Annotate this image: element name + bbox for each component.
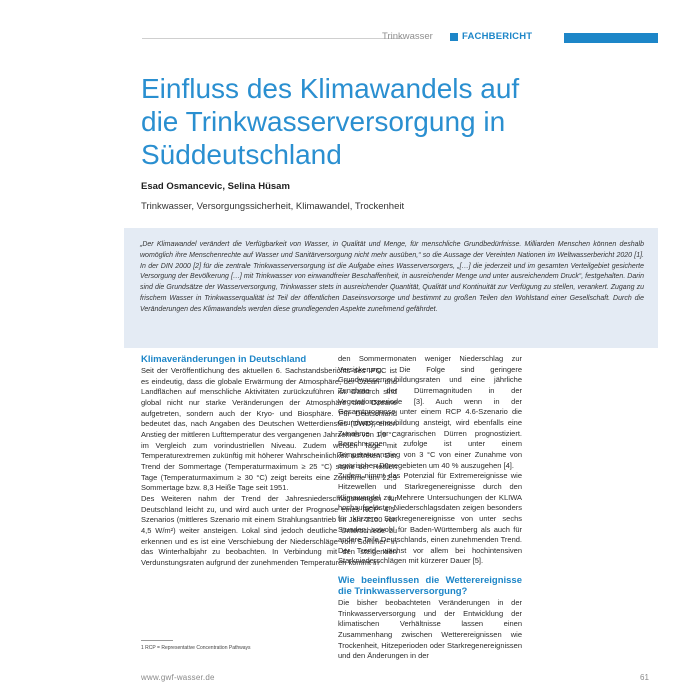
- header-label: FACHBERICHT: [462, 31, 533, 42]
- footnote-rule: [141, 640, 173, 641]
- section-heading-weather: Wie beeinflussen die Wetterereignisse die Trinkwasserversorgung?: [338, 575, 522, 598]
- abstract-box: [124, 228, 658, 348]
- title-line-2: die Trinkwasserversorgung in: [141, 106, 506, 137]
- title-line-3: Süddeutschland: [141, 139, 342, 170]
- section-heading-climate: Klimaveränderungen in Deutschland: [141, 354, 307, 365]
- paragraph: den Sommermonaten weniger Niederschlag zur Versickerung. Die Folge sind geringere Grundwasserneubildungsraten und eine jährliche Zunahme der Dürremagnituden in der Vegetationsperiode [3]. Auch wenn in der Gesamtprognose unter einem RCP 4.6-Szenario die Grundwasserneubildung ansteigt, wird ebenfalls eine Zunahme der agrarischen Dürren prognostiziert. Berechnungen zufolge ist unter einem Temperaturanstieg von 3 °C von einer Zunahme von agrarischen Dürregebieten um 40 % auszugehen [4].: [338, 354, 522, 470]
- column-right: [338, 354, 522, 662]
- keywords: Trinkwasser, Versorgungssicherheit, Klimawandel, Trockenheit: [141, 201, 405, 212]
- paragraph: Zudem nimmt das Potenzial für Extremereignisse wie Hitzewellen und Starkregenereignisse durch den Klimawandel zu. Mehrere Untersuchungen der KLIWA hochaufgelöster Niederschlagsdaten zeigen besonders für kürzere Starkregenereignisse von unter sechs Stunden, sowohl für Baden-Württemberg als auch für andere Teile Deutschlands, einen zunehmenden Trend. Der Trend wächst vor allem bei hochintensiven Starkniederschlägen mit kürzerer Dauer [5].: [338, 471, 522, 566]
- header-rule: [142, 38, 404, 39]
- paragraph: Seit der Veröffentlichung des aktuellen 6. Sachstandsberichts des IPCC ist es eindeutig, dass die globale Erwärmung der Atmosphäre, der Ozean- und Landflächen auf menschliche Aktivitäten zurückzuführen ist. Dadurch sind global nicht nur starke Veränderungen der Atmosphäre und Ozeane aufgetreten, sondern auch der Kryo- und Biosphäre. Für Deutschland bedeutet das, nach Angaben des Deutschen Wetterdienstes (DWD), einen Anstieg der mittleren Lufttemperatur des vergangenen Jahrzehnts von 1,9 °C im Vergleich zum vorindustriellen Niveau. Zudem werden Tage mit Temperaturextremen zukünftig mit höherer Wahrscheinlichkeit auftreten. Der Trend der Sommertage (Temperaturmaximum ≥ 25 °C) sowie der Heißen Tage (Temperaturmaximum ≥ 30 °C) zeigt bereits eine Zunahme um 22,9 Sommertage bzw. 8,3 Heiße Tage seit 1951.: [141, 366, 397, 493]
- paragraph: Die bisher beobachteten Veränderungen in der Trinkwasserversorgung und der Entwicklung der klimatischen Verhältnisse lassen einen Zusammenhang zwischen Wetterereignissen wie Trockenheit, Hitzeperioden oder Starkregenereignissen und den Änderungen in der: [338, 598, 522, 661]
- page-header: [0, 31, 700, 45]
- header-square-marker: [450, 33, 458, 41]
- header-topic: Trinkwasser: [382, 31, 433, 42]
- page-number: 61: [640, 673, 649, 682]
- header-accent-bar: [564, 33, 658, 43]
- title-line-1: Einfluss des Klimawandels auf: [141, 73, 520, 104]
- authors: Esad Osmancevic, Selina Hüsam: [141, 181, 290, 192]
- footnote: 1 RCP = Representative Concentration Pathways: [141, 645, 251, 651]
- abstract-text: „Der Klimawandel verändert die Verfügbarkeit von Wasser, in Qualität und Menge, für menschliche Grundbedürfnisse. Milliarden Menschen können deshalb womöglich ihre Menschenrechte auf Wasser und Sanitärversorgung nicht mehr ausüben,“ so die Aussage der Vereinten Nationen im Weltwasserbericht 2020 [1]. In der DIN 2000 [2] für die zentrale Trinkwasserversorgung ist die Aufgabe eines Wasserversorgers, „[…] die jederzeit und im gesamten Verteilgebiet gesicherte Versorgung der Bevölkerung […] mit Trinkwasser von einwandfreier Beschaffenheit, in ausreichender Menge und unter ausreichendem Druck“, festgehalten. Darin sind die Grundsätze der Wasserversorgung, Trinkwasser stets in ausreichender Quantität, Qualität und Kontinuität zur Verfügung zu stellen, verankert. Zugang zu frischem Wasser in Trinkwasserqualität ist Teil der öffentlichen Daseinsvorsorge und bestimmt zu großen Teilen den Wohlstand einer Gesellschaft. Durch die Veränderungen des Klimawandels werden diese grundlegenden Aspekte zunehmend gefährdet.: [140, 241, 644, 313]
- paragraph: Des Weiteren nahm der Trend der Jahresniederschlagsmengen für Deutschland leicht zu, und wird auch unter der Prognose eines RCP¹ 4.5-Szenarios (mittleres Szenario mit einem Strahlungsantrieb im Jahr 2100 von 4,5 W/m²) weiter ansteigen. Lokal sind jedoch deutliche Unterschiede zu erkennen und es ist eine Verschiebung der Niederschläge vom Sommer- in das Winterhalbjahr zu beobachten. In Verbindung mit den steigenden Verdunstungsraten aufgrund der zunehmenden Temperaturen kommt in: [141, 493, 397, 567]
- footer-url[interactable]: www.gwf-wasser.de: [141, 673, 215, 682]
- article-title: [141, 72, 611, 171]
